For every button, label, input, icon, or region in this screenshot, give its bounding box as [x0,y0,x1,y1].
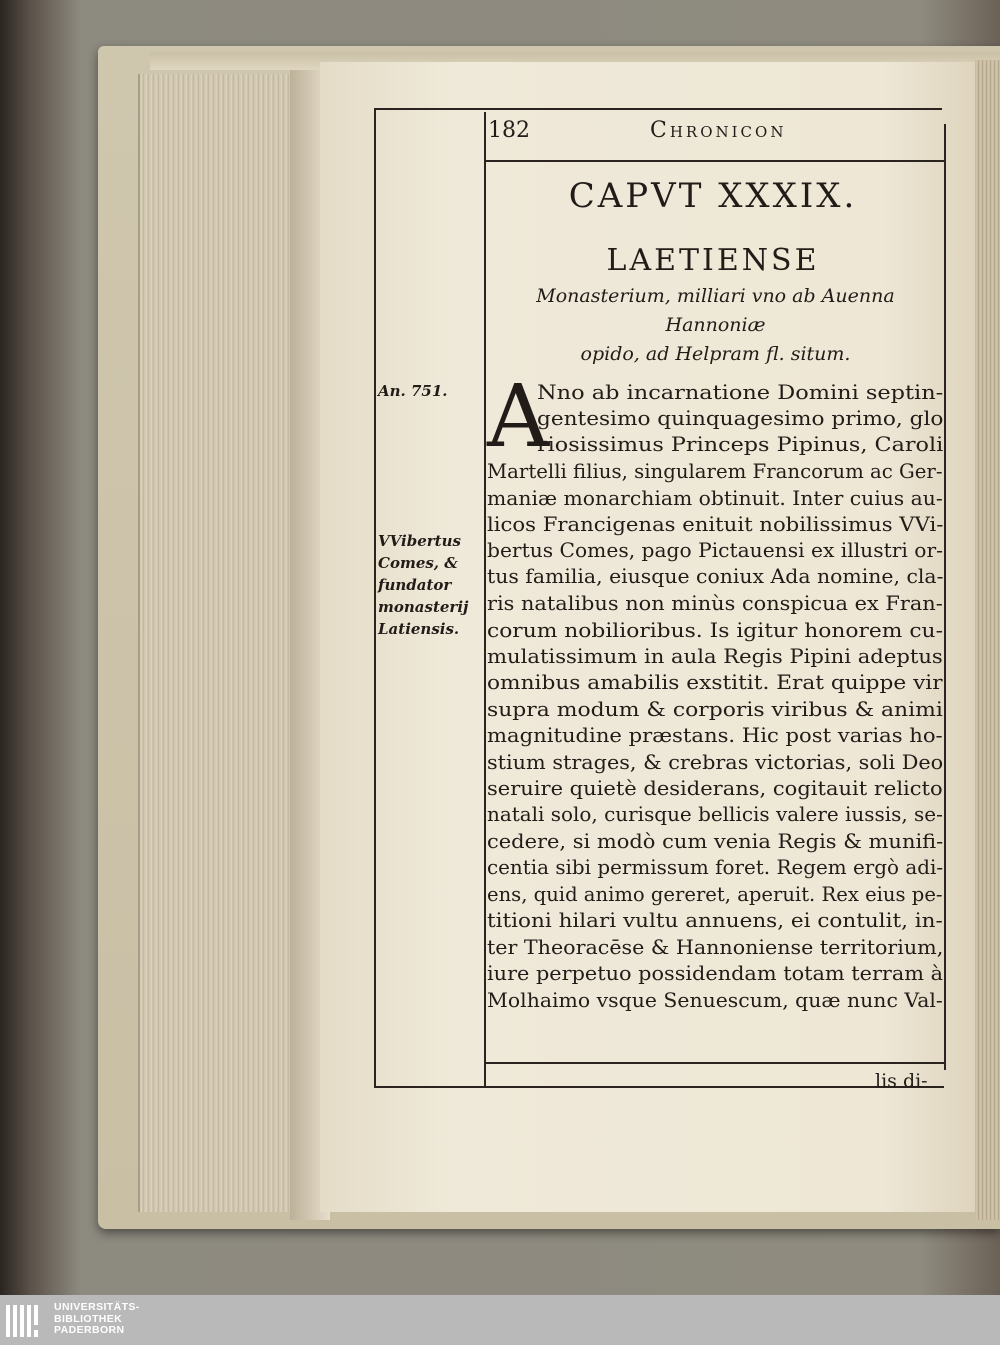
subtitle-line: opido, ad Helpram fl. situm. [580,343,851,365]
text-line: Martelli filius, singularem Francorum ac Ger- [487,459,943,483]
text-line: Nno ab incarnatione Domini septin- [537,380,944,404]
text-line: magnitudine præstans. Hic post varias ho- [487,723,943,747]
text-line: omnibus amabilis exstitit. Erat quippe vir [487,670,943,694]
catchword: lis di- [875,1070,928,1092]
chapter-number: CAPVT XXXIX. [568,176,858,216]
logo-line: PADERBORN [54,1324,125,1336]
text-line: supra modum & corporis viribus & animi [487,697,943,721]
subtitle-line: Monasterium, milliari vno ab Auenna Hannoniæ [536,285,895,336]
library-logo-bar [0,1295,1000,1345]
text-line: riosissimus Princeps Pipinus, Caroli [537,432,944,456]
text-line: iure perpetuo possidendam totam terram à [487,961,944,985]
text-line: tus familia, eiusque coniux Ada nomine, cla- [487,564,944,588]
margin-year-note: An. 751. [378,382,448,400]
text-line: Molhaimo vsque Senuescum, quæ nunc Val- [487,988,943,1012]
text-line: cedere, si modò cum venia Regis & munifi- [487,829,944,853]
left-page-stack [138,74,300,1212]
margin-note-line: VVibertus [378,532,461,550]
text-line: ens, quid animo gereret, aperuit. Rex eius pe- [487,882,943,906]
footer-rule [374,1086,944,1088]
text-line: corum nobilioribus. Is igitur honorem cu- [487,618,943,642]
chapter-subtitle [488,282,943,369]
header-bottom-rule [484,160,944,162]
text-line: stium strages, & crebras victorias, soli Deo [487,750,944,774]
running-title: Chronicon [650,118,787,143]
margin-note-line: Comes, & [378,554,458,572]
margin-left-rule [374,108,376,1088]
library-logo-icon [6,1305,46,1337]
drop-cap: A [487,367,550,467]
page-number: 182 [488,118,530,143]
logo-line: UNIVERSITÄTS- [54,1301,140,1313]
text-line: ris natalibus non minùs conspicua ex Fran- [487,591,943,615]
text-left-rule [484,112,486,1088]
text-line: ter Theoracēse & Hannoniense territorium, [487,935,944,959]
library-logo-text [54,1302,140,1337]
text-line: seruire quietè desiderans, cogitauit relicto [487,776,943,800]
text-line: mulatissimum in aula Regis Pipini adeptus [487,644,943,668]
margin-note-line: monasterij [378,598,469,616]
margin-founder-note [378,530,468,640]
text-line: natali solo, curisque bellicis valere iussis, se- [487,802,943,826]
text-right-rule [944,124,946,1070]
right-page-edge [975,60,1000,1220]
margin-note-line: fundator [378,576,452,594]
text-line: licos Francigenas enituit nobilissimus VVi- [487,512,944,536]
margin-note-line: Latiensis. [378,620,460,638]
header-top-rule [374,108,942,110]
chapter-title: LAETIENSE [606,243,820,278]
text-line: maniæ monarchiam obtinuit. Inter cuius au- [487,486,943,510]
text-line: titioni hilari vultu annuens, ei contulit, in- [487,908,943,932]
body-bottom-rule [486,1062,944,1064]
text-line: centia sibi permissum foret. Regem ergò adi- [487,855,944,879]
text-line: gentesimo quinquagesimo primo, glo [537,406,944,430]
logo-line: BIBLIOTHEK [54,1312,123,1325]
text-line: bertus Comes, pago Pictauensi ex illustri or- [487,538,943,562]
